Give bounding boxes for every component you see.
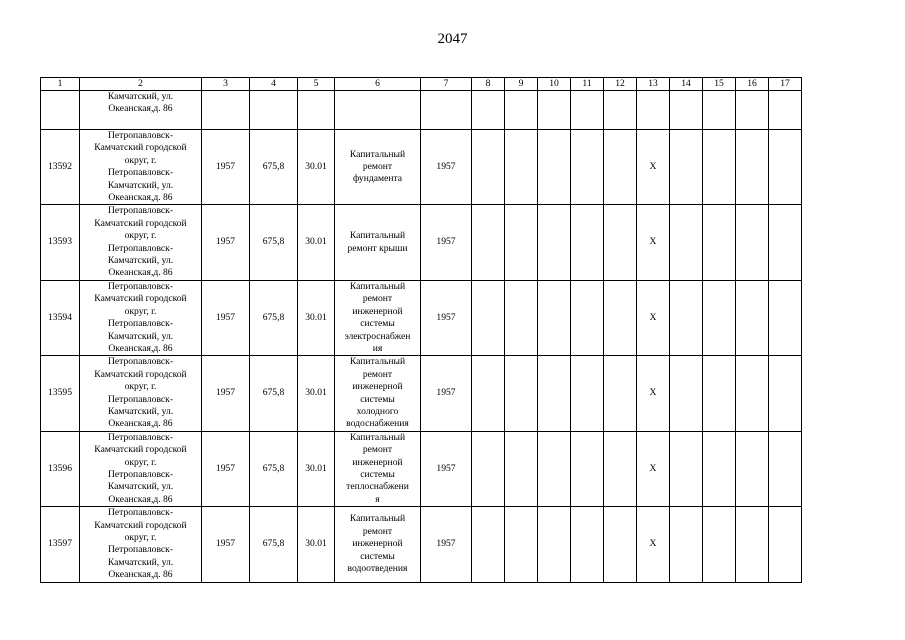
cell-empty <box>703 205 736 280</box>
cell-empty <box>670 130 703 205</box>
address-cell <box>80 431 202 506</box>
cell-empty <box>736 130 769 205</box>
address-cell-line: Петропавловск- <box>107 544 174 556</box>
column-number-header: 16 <box>736 78 769 91</box>
mark-cell: Х <box>637 356 670 431</box>
cell-empty <box>604 431 637 506</box>
work-type-cell-line: я <box>375 493 380 505</box>
cell-empty <box>703 130 736 205</box>
address-cell-line: округ, г. <box>124 381 157 393</box>
cell-empty <box>538 205 571 280</box>
address-cell-line: Петропавловск- <box>107 431 174 443</box>
address-cell <box>80 507 202 582</box>
row-id-cell: 13596 <box>41 431 80 506</box>
address-cell-line: Океанская,д. 86 <box>108 103 173 115</box>
cell-empty <box>505 280 538 355</box>
address-cell-line: Петропавловск- <box>107 318 174 330</box>
cell-empty <box>250 91 298 130</box>
address-cell-line: Океанская,д. 86 <box>108 418 173 430</box>
address-cell-line: Океанская,д. 86 <box>108 493 173 505</box>
work-type-cell-line: теплоснабжени <box>346 481 409 493</box>
cell-empty <box>769 205 802 280</box>
cell-empty <box>538 431 571 506</box>
work-type-cell <box>335 130 421 205</box>
column-number-header: 6 <box>335 78 421 91</box>
work-type-cell-line: ия <box>372 342 383 354</box>
cell-empty <box>769 280 802 355</box>
cell-empty <box>670 356 703 431</box>
cell-empty <box>571 91 604 130</box>
cell-empty <box>670 431 703 506</box>
address-cell-line: округ, г. <box>124 456 157 468</box>
address-cell <box>80 280 202 355</box>
row-id-cell: 13595 <box>41 356 80 431</box>
work-type-cell-line: инженерной <box>352 538 403 550</box>
cell-empty <box>604 91 637 130</box>
work-type-cell-line: Капитальный <box>349 431 406 443</box>
address-cell-line: Петропавловск- <box>107 393 174 405</box>
cell-empty <box>769 507 802 582</box>
work-type-cell-line: Капитальный <box>349 280 406 292</box>
cell-empty <box>670 205 703 280</box>
cell-empty <box>670 280 703 355</box>
cell-empty <box>472 130 505 205</box>
area-cell: 675,8 <box>250 130 298 205</box>
cell-empty <box>472 280 505 355</box>
address-cell <box>80 356 202 431</box>
work-type-cell-line: инженерной <box>352 456 403 468</box>
area-cell: 675,8 <box>250 356 298 431</box>
cell-empty <box>703 91 736 130</box>
cell-empty <box>769 91 802 130</box>
work-type-cell-line: ремонт <box>362 368 393 380</box>
code-cell: 30.01 <box>298 507 335 582</box>
cell-empty <box>604 507 637 582</box>
year-cell: 1957 <box>202 356 250 431</box>
cell-empty <box>538 280 571 355</box>
cell-empty <box>571 280 604 355</box>
table-row-continuation <box>41 91 802 130</box>
cell-empty <box>604 356 637 431</box>
work-type-cell-line: холодного <box>356 405 399 417</box>
code-cell: 30.01 <box>298 205 335 280</box>
cell-empty <box>769 130 802 205</box>
address-cell-line: Камчатский, ул. <box>107 481 174 493</box>
work-type-cell-line: инженерной <box>352 305 403 317</box>
address-cell-line: Камчатский городской <box>94 368 187 380</box>
address-cell-line: Камчатский городской <box>94 293 187 305</box>
cell-empty <box>670 507 703 582</box>
cell-empty <box>736 356 769 431</box>
address-cell-line: Камчатский, ул. <box>107 330 174 342</box>
table-row <box>41 205 802 280</box>
cell-empty <box>703 280 736 355</box>
work-year-cell: 1957 <box>421 356 472 431</box>
cell-empty <box>703 431 736 506</box>
year-cell: 1957 <box>202 130 250 205</box>
cell-empty <box>703 507 736 582</box>
mark-cell: Х <box>637 431 670 506</box>
capital-repair-table <box>40 77 802 583</box>
cell-empty <box>41 91 80 130</box>
cell-empty <box>472 356 505 431</box>
work-type-cell <box>335 356 421 431</box>
code-cell: 30.01 <box>298 130 335 205</box>
cell-empty <box>538 91 571 130</box>
work-type-cell-line: ремонт <box>362 293 393 305</box>
column-number-header: 13 <box>637 78 670 91</box>
row-id-cell: 13594 <box>41 280 80 355</box>
work-type-cell-line: ремонт крыши <box>347 242 408 254</box>
cell-empty <box>571 130 604 205</box>
cell-empty <box>571 431 604 506</box>
address-cell-line: Океанская,д. 86 <box>108 267 173 279</box>
column-number-header: 8 <box>472 78 505 91</box>
address-cell-line: Петропавловск- <box>107 468 174 480</box>
work-type-cell-line: системы <box>360 468 395 480</box>
work-type-cell-line: системы <box>360 318 395 330</box>
address-cell-line: округ, г. <box>124 154 157 166</box>
year-cell: 1957 <box>202 431 250 506</box>
work-year-cell: 1957 <box>421 280 472 355</box>
work-type-cell <box>335 431 421 506</box>
cell-empty <box>202 91 250 130</box>
table-body <box>41 91 802 583</box>
area-cell: 675,8 <box>250 507 298 582</box>
work-type-cell-line: ремонт <box>362 444 393 456</box>
address-cell-line: округ, г. <box>124 532 157 543</box>
address-cell-line: Океанская,д. 86 <box>108 192 173 204</box>
cell-empty <box>472 507 505 582</box>
cell-empty <box>571 356 604 431</box>
mark-cell: Х <box>637 280 670 355</box>
year-cell: 1957 <box>202 205 250 280</box>
row-id-cell: 13592 <box>41 130 80 205</box>
address-cell-line: Камчатский, ул. <box>107 255 174 267</box>
area-cell: 675,8 <box>250 205 298 280</box>
cell-empty <box>604 130 637 205</box>
cell-empty <box>538 507 571 582</box>
table-row <box>41 431 802 506</box>
work-type-cell-line: Капитальный <box>349 356 406 368</box>
address-cell-line: Камчатский, ул. <box>107 556 174 568</box>
cell-empty <box>769 431 802 506</box>
work-type-cell-line: инженерной <box>352 381 403 393</box>
work-type-cell-line: Капитальный <box>349 230 406 242</box>
mark-cell: Х <box>637 205 670 280</box>
column-number-header: 3 <box>202 78 250 91</box>
cell-empty <box>505 356 538 431</box>
address-cell-line: Петропавловск- <box>107 356 174 368</box>
cell-empty <box>538 356 571 431</box>
work-type-cell-line: Капитальный <box>349 513 406 525</box>
column-number-header: 12 <box>604 78 637 91</box>
work-type-cell-line: ремонт <box>362 161 393 173</box>
work-type-cell-line: системы <box>360 393 395 405</box>
column-number-header: 17 <box>769 78 802 91</box>
cell-empty <box>736 205 769 280</box>
mark-cell: Х <box>637 507 670 582</box>
column-number-header: 5 <box>298 78 335 91</box>
cell-empty <box>604 205 637 280</box>
column-number-header: 9 <box>505 78 538 91</box>
work-year-cell: 1957 <box>421 431 472 506</box>
work-type-cell-line: фундамента <box>352 173 403 185</box>
page-number: 2047 <box>437 31 468 47</box>
work-type-cell-line: водоснабжения <box>346 418 409 430</box>
code-cell: 30.01 <box>298 356 335 431</box>
cell-empty <box>472 431 505 506</box>
table-row <box>41 507 802 582</box>
address-cell-line: округ, г. <box>124 230 157 242</box>
address-cell-line: Камчатский городской <box>94 217 187 229</box>
cell-empty <box>571 205 604 280</box>
column-number-header: 4 <box>250 78 298 91</box>
column-number-header: 2 <box>80 78 202 91</box>
cell-empty <box>421 91 472 130</box>
cell-empty <box>505 431 538 506</box>
address-cell-line: Петропавловск- <box>107 242 174 254</box>
cell-empty <box>670 91 703 130</box>
year-cell: 1957 <box>202 280 250 355</box>
code-cell: 30.01 <box>298 280 335 355</box>
address-cell-line: Камчатский городской <box>94 142 187 154</box>
address-cell-line: Петропавловск- <box>107 167 174 179</box>
cell-empty <box>505 130 538 205</box>
address-cell-line: Камчатский городской <box>94 444 187 456</box>
address-cell <box>80 91 202 130</box>
address-cell-line: Камчатский городской <box>94 519 187 531</box>
work-year-cell: 1957 <box>421 507 472 582</box>
work-type-cell-line: водоотведения <box>347 563 408 575</box>
cell-empty <box>604 280 637 355</box>
cell-empty <box>335 91 421 130</box>
table-row <box>41 130 802 205</box>
area-cell: 675,8 <box>250 280 298 355</box>
work-type-cell <box>335 507 421 582</box>
column-number-row <box>41 78 802 91</box>
row-id-cell: 13593 <box>41 205 80 280</box>
cell-empty <box>703 356 736 431</box>
work-type-cell-line: системы <box>360 550 395 562</box>
work-type-cell <box>335 280 421 355</box>
table-row <box>41 280 802 355</box>
address-cell-line: Океанская,д. 86 <box>108 342 173 354</box>
work-year-cell: 1957 <box>421 130 472 205</box>
address-cell-line: Океанская,д. 86 <box>108 569 173 581</box>
cell-empty <box>571 507 604 582</box>
cell-empty <box>538 130 571 205</box>
address-cell-line: Петропавловск- <box>107 280 174 292</box>
column-number-header: 11 <box>571 78 604 91</box>
cell-empty <box>736 91 769 130</box>
cell-empty <box>736 507 769 582</box>
cell-empty <box>505 507 538 582</box>
year-cell: 1957 <box>202 507 250 582</box>
work-type-cell <box>335 205 421 280</box>
column-number-header: 15 <box>703 78 736 91</box>
area-cell: 675,8 <box>250 431 298 506</box>
address-cell-line: округ, г. <box>124 305 157 317</box>
work-type-cell-line: электроснабжен <box>344 330 411 342</box>
cell-empty <box>736 280 769 355</box>
row-id-cell: 13597 <box>41 507 80 582</box>
column-number-header: 10 <box>538 78 571 91</box>
address-cell-line: Петропавловск- <box>107 130 174 141</box>
mark-cell: Х <box>637 130 670 205</box>
cell-empty <box>769 356 802 431</box>
cell-empty <box>505 205 538 280</box>
column-number-header: 14 <box>670 78 703 91</box>
address-cell-line: Петропавловск- <box>107 205 174 217</box>
cell-empty <box>298 91 335 130</box>
cell-empty <box>637 91 670 130</box>
cell-empty <box>505 91 538 130</box>
address-cell-line: Камчатский, ул. <box>107 91 174 102</box>
address-cell <box>80 130 202 205</box>
column-number-header: 7 <box>421 78 472 91</box>
address-cell <box>80 205 202 280</box>
table-row <box>41 356 802 431</box>
address-cell-line: Камчатский, ул. <box>107 405 174 417</box>
work-type-cell-line: Капитальный <box>349 148 406 160</box>
cell-empty <box>472 205 505 280</box>
column-number-header: 1 <box>41 78 80 91</box>
cell-empty <box>472 91 505 130</box>
cell-empty <box>736 431 769 506</box>
work-type-cell-line: ремонт <box>362 525 393 537</box>
code-cell: 30.01 <box>298 431 335 506</box>
address-cell-line: Камчатский, ул. <box>107 179 174 191</box>
work-year-cell: 1957 <box>421 205 472 280</box>
address-cell-line: Петропавловск- <box>107 507 174 519</box>
